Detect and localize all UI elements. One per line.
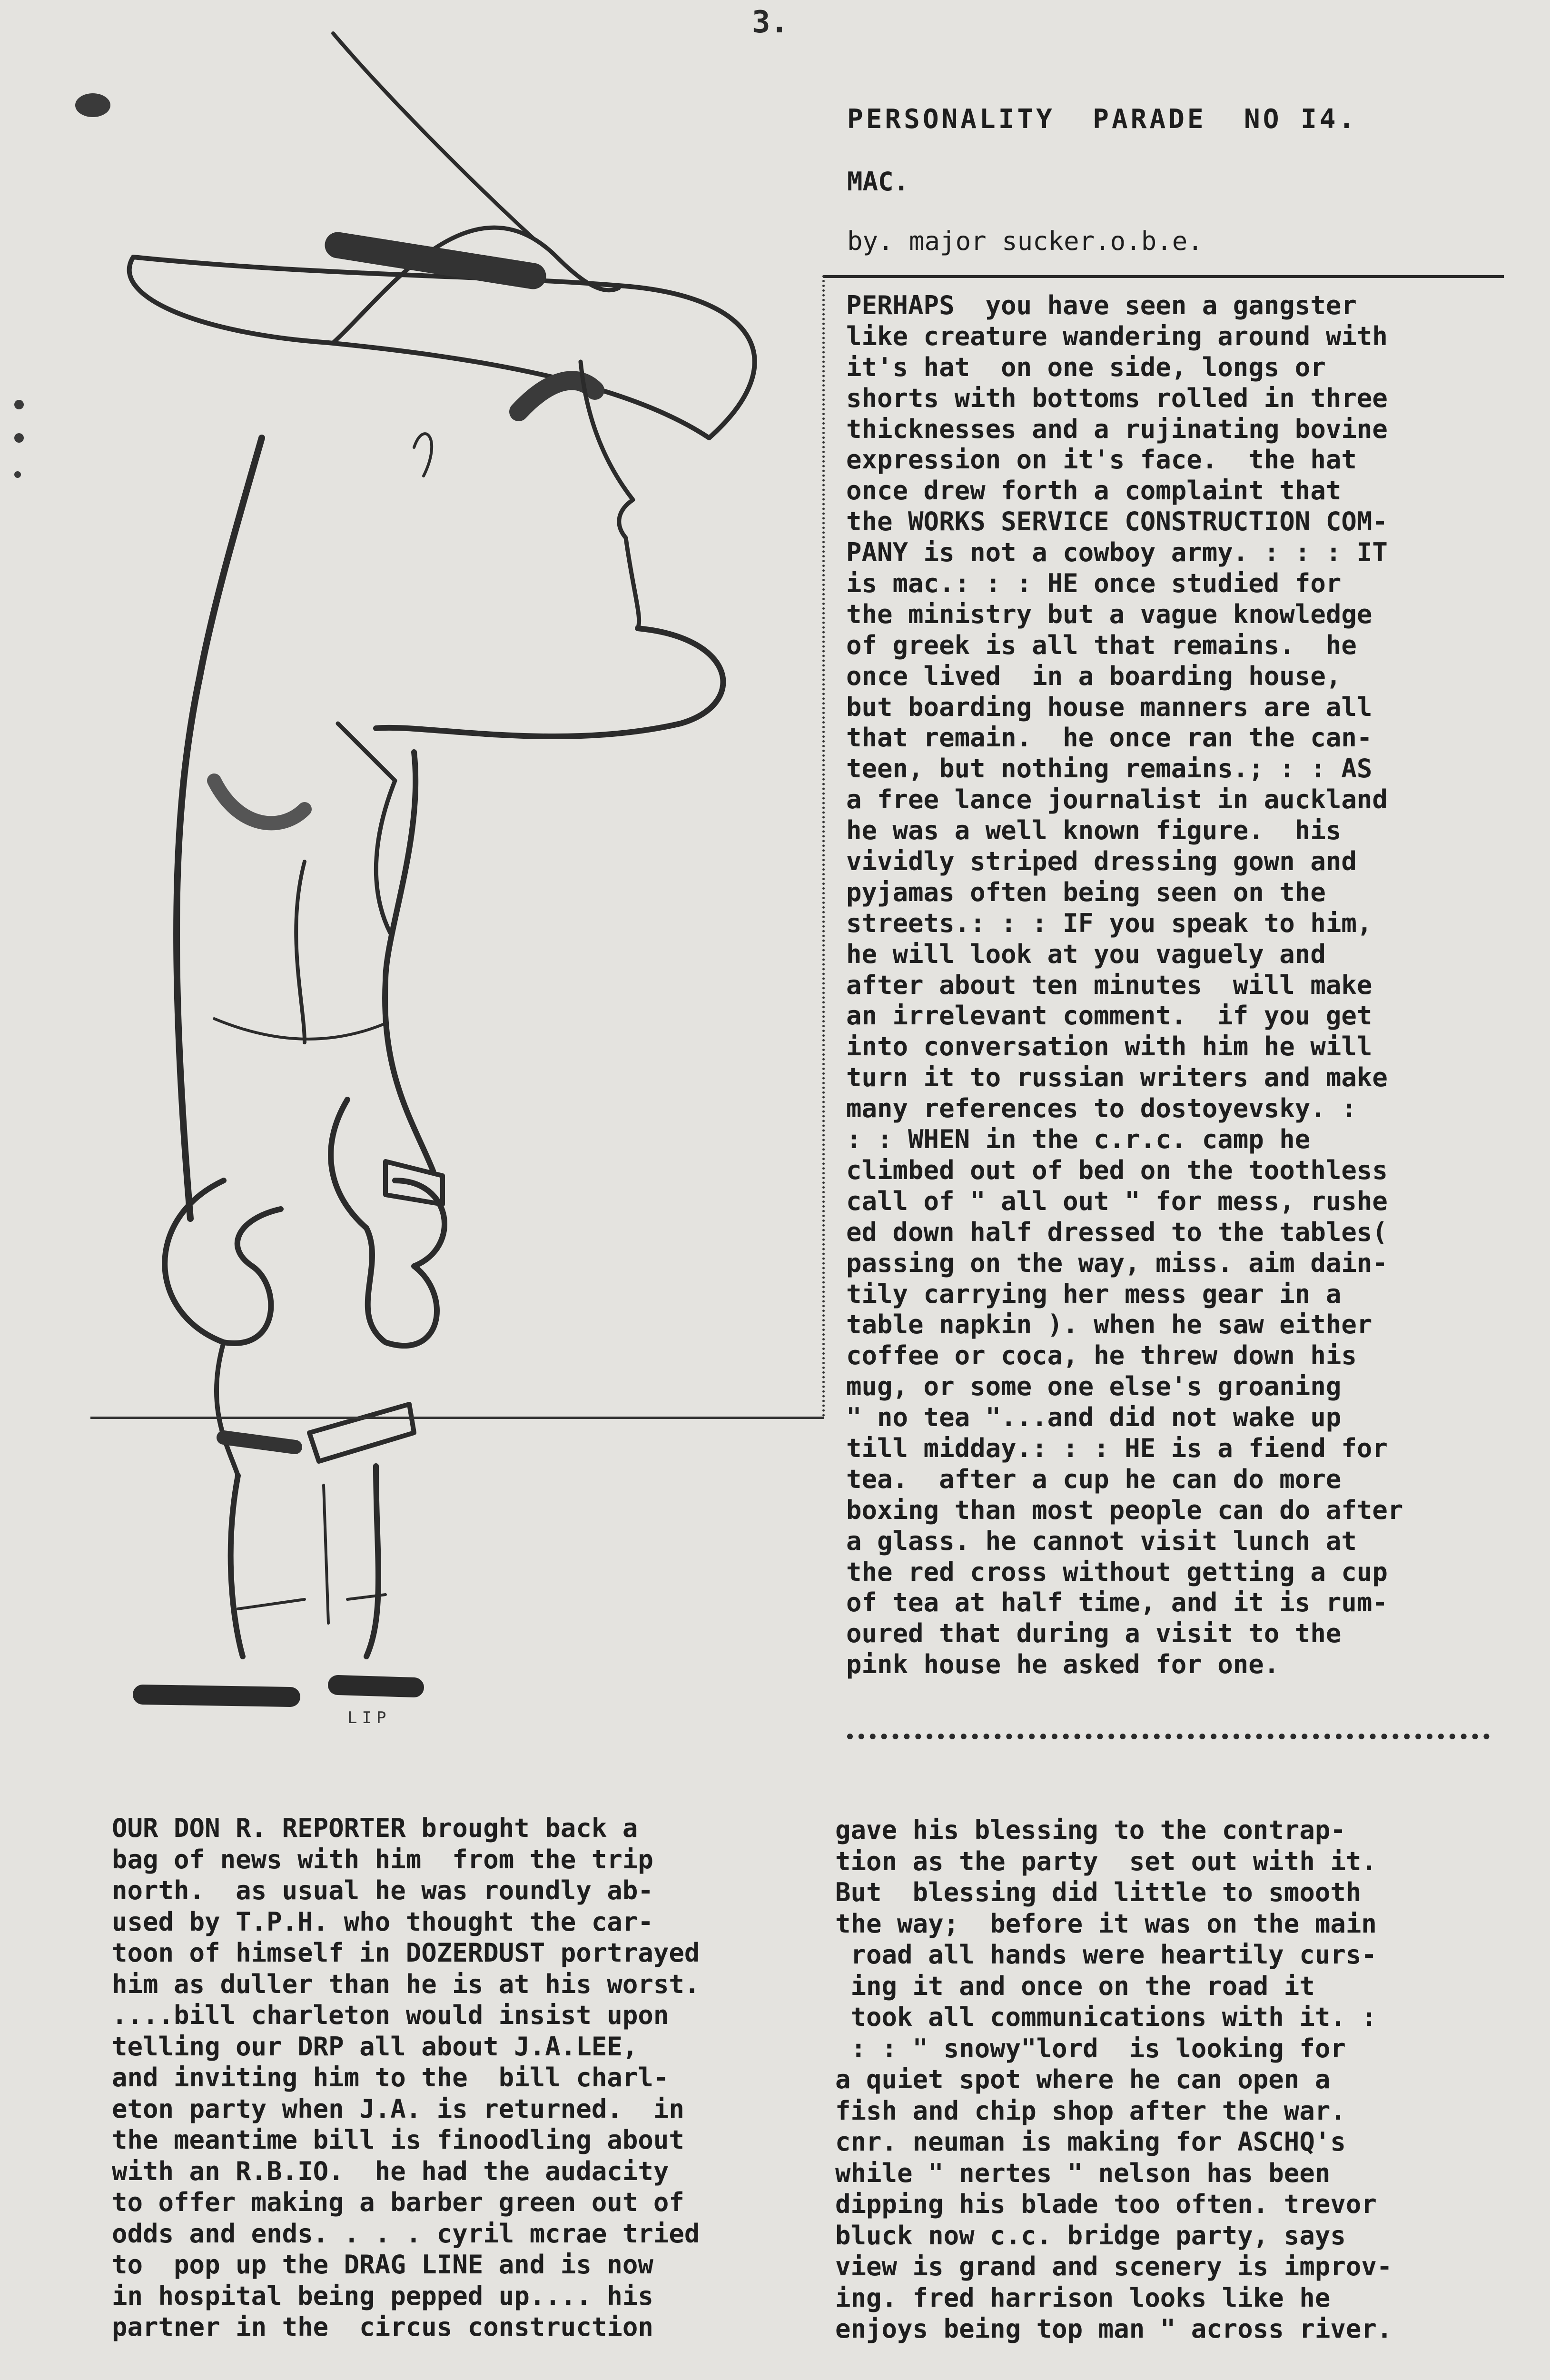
article-line: till midday.: : : HE is a fiend for	[846, 1433, 1388, 1463]
news-line: : : " snowy"lord is looking for	[835, 2033, 1346, 2063]
punch-hole	[14, 471, 21, 478]
article-line: coffee or coca, he threw down his	[846, 1340, 1357, 1371]
leg-left	[231, 1476, 243, 1656]
article-line: passing on the way, miss. aim dain-	[846, 1248, 1388, 1278]
page-number: 3.	[752, 5, 789, 40]
news-line: road all hands were heartily curs-	[835, 1940, 1377, 1970]
news-line: north. as usual he was roundly ab-	[112, 1875, 653, 1905]
punch-hole	[14, 400, 24, 409]
arm-outline-inner	[296, 862, 305, 1042]
leg-right	[366, 1466, 378, 1656]
article-line: climbed out of bed on the toothless	[846, 1155, 1388, 1185]
news-line: took all communications with it. :	[835, 2002, 1377, 2032]
jaw-collar	[376, 628, 723, 736]
news-line: in hospital being pepped up.... his	[112, 2281, 653, 2311]
article-line: an irrelevant comment. if you get	[846, 1001, 1372, 1031]
box-bottom-rule	[90, 1417, 824, 1419]
article-heading: PERSONALITY PARADE NO I4.	[847, 104, 1358, 135]
shorts-cuff-left	[224, 1438, 295, 1447]
article-line: of tea at half time, and it is rum-	[846, 1587, 1388, 1618]
news-line: fish and chip shop after the war.	[835, 2095, 1346, 2126]
article-line: a free lance journalist in auckland	[846, 784, 1388, 815]
news-line: cnr. neuman is making for ASCHQ's	[835, 2127, 1346, 2157]
box-divider	[822, 275, 825, 1418]
article-line: but boarding house manners are all	[846, 692, 1372, 722]
hat-brim	[129, 257, 755, 438]
article-line: mug, or some one else's groaning	[846, 1371, 1342, 1402]
article-line: " no tea "...and did not wake up	[846, 1402, 1342, 1433]
shorts-outline	[217, 1342, 238, 1476]
article-line: PANY is not a cowboy army. : : : IT	[846, 537, 1388, 568]
article-line: PERHAPS you have seen a gangster	[846, 290, 1357, 320]
news-line: while " nertes " nelson has been	[835, 2158, 1331, 2188]
article-line: the red cross without getting a cup	[846, 1557, 1388, 1587]
article-line: call of " all out " for mess, rushe	[846, 1186, 1388, 1216]
article-line: he will look at you vaguely and	[846, 939, 1326, 969]
news-line: the way; before it was on the main	[835, 1908, 1377, 1939]
news-line: with an R.B.IO. he had the audacity	[112, 2156, 669, 2186]
article-line: vividly striped dressing gown and	[846, 846, 1357, 877]
article-line: boxing than most people can do after	[846, 1495, 1403, 1525]
article-body	[846, 290, 1512, 1680]
news-line: to offer making a barber green out of	[112, 2187, 684, 2217]
news-line: But blessing did little to smooth	[835, 1877, 1362, 1907]
news-line: OUR DON R. REPORTER brought back a	[112, 1813, 638, 1843]
article-line: many references to dostoyevsky. :	[846, 1093, 1357, 1124]
news-line: gave his blessing to the contrap-	[835, 1815, 1346, 1845]
article-byline: by. major sucker.o.b.e.	[847, 226, 1203, 256]
chest-shade	[214, 781, 305, 823]
news-column-left	[112, 1813, 826, 2343]
ear	[414, 434, 432, 476]
article-line: shorts with bottoms rolled in three	[846, 383, 1388, 413]
section-divider	[847, 1734, 1490, 1739]
punch-hole	[75, 93, 110, 117]
news-line: ing. fred harrison looks like he	[835, 2282, 1331, 2313]
article-line: it's hat on one side, longs or	[846, 352, 1326, 382]
article-line: he was a well known figure. his	[846, 815, 1342, 846]
belt-line	[214, 1019, 385, 1039]
news-line: ing it and once on the road it	[835, 1971, 1315, 2001]
article-line: ed down half dressed to the tables(	[846, 1217, 1388, 1247]
hand-right	[331, 1100, 444, 1346]
news-line: ....bill charleton would insist upon	[112, 2000, 669, 2030]
news-line: him as duller than he is at his worst.	[112, 1969, 700, 1999]
article-line: a glass. he cannot visit lunch at	[846, 1526, 1357, 1556]
boot-right	[338, 1685, 414, 1687]
article-line: the ministry but a vague knowledge	[846, 599, 1372, 629]
hat-feather	[333, 33, 533, 238]
news-line: eton party when J.A. is returned. in	[112, 2093, 684, 2124]
article-line: after about ten minutes will make	[846, 970, 1372, 1000]
article-line: table napkin ). when he saw either	[846, 1309, 1372, 1340]
article-line: like creature wandering around with	[846, 321, 1388, 351]
news-line: the meantime bill is finoodling about	[112, 2125, 684, 2155]
news-line: view is grand and scenery is improv-	[835, 2251, 1392, 2281]
arm-outline	[385, 752, 433, 1171]
article-line: teen, but nothing remains.; : : AS	[846, 754, 1372, 784]
news-line: and inviting him to the bill charl-	[112, 2063, 669, 2092]
article-line: is mac.: : : HE once studied for	[846, 568, 1342, 599]
sock-line-left	[238, 1599, 305, 1609]
news-line: toon of himself in DOZERDUST portrayed	[112, 1938, 700, 1968]
article-line: that remain. he once ran the can-	[846, 723, 1372, 753]
news-line: used by T.P.H. who thought the car-	[112, 1906, 653, 1937]
boot-left	[143, 1695, 290, 1697]
back-outline	[177, 438, 262, 1219]
article-line: the WORKS SERVICE CONSTRUCTION COM-	[846, 506, 1388, 537]
article-line: once lived in a boarding house,	[846, 661, 1342, 691]
article-line: of greek is all that remains. he	[846, 630, 1357, 660]
hand-left	[165, 1180, 281, 1343]
news-line: enjoys being top man " across river.	[835, 2314, 1392, 2344]
news-line: dipping his blade too often. trevor	[835, 2189, 1377, 2219]
article-line: oured that during a visit to the	[846, 1618, 1342, 1649]
article-line: pink house he asked for one.	[846, 1649, 1280, 1680]
article-line: : : WHEN in the c.r.c. camp he	[846, 1124, 1311, 1155]
news-line: tion as the party set out with it.	[835, 1846, 1377, 1876]
article-line: thicknesses and a rujinating bovine	[846, 414, 1388, 444]
header-rule	[823, 275, 1504, 278]
news-line: a quiet spot where he can open a	[835, 2064, 1331, 2094]
news-line: to pop up the DRAG LINE and is now	[112, 2250, 653, 2280]
article-subject: MAC.	[847, 167, 909, 197]
article-line: expression on it's face. the hat	[846, 445, 1357, 475]
news-line: partner in the circus construction	[112, 2312, 653, 2342]
article-line: tily carrying her mess gear in a	[846, 1279, 1342, 1309]
leg-middle	[324, 1485, 328, 1623]
news-line: odds and ends. . . . cyril mcrae tried	[112, 2218, 700, 2249]
article-line: into conversation with him he will	[846, 1031, 1372, 1062]
article-line: pyjamas often being seen on the	[846, 877, 1326, 907]
news-line: bag of news with him from the trip	[112, 1844, 653, 1874]
news-column-right	[835, 1815, 1540, 2345]
article-line: once drew forth a complaint that	[846, 476, 1342, 506]
artist-initials: LIP	[347, 1708, 391, 1723]
punch-hole	[14, 433, 24, 443]
article-line: tea. after a cup he can do more	[846, 1464, 1342, 1494]
article-line: turn it to russian writers and make	[846, 1062, 1388, 1093]
caricature-illustration	[81, 29, 823, 1723]
news-line: bluck now c.c. bridge party, says	[835, 2220, 1346, 2251]
article-line: streets.: : : IF you speak to him,	[846, 908, 1372, 938]
collar	[338, 724, 395, 933]
shorts-cuff-right	[309, 1404, 414, 1461]
news-line: telling our DRP all about J.A.LEE,	[112, 2031, 638, 2062]
